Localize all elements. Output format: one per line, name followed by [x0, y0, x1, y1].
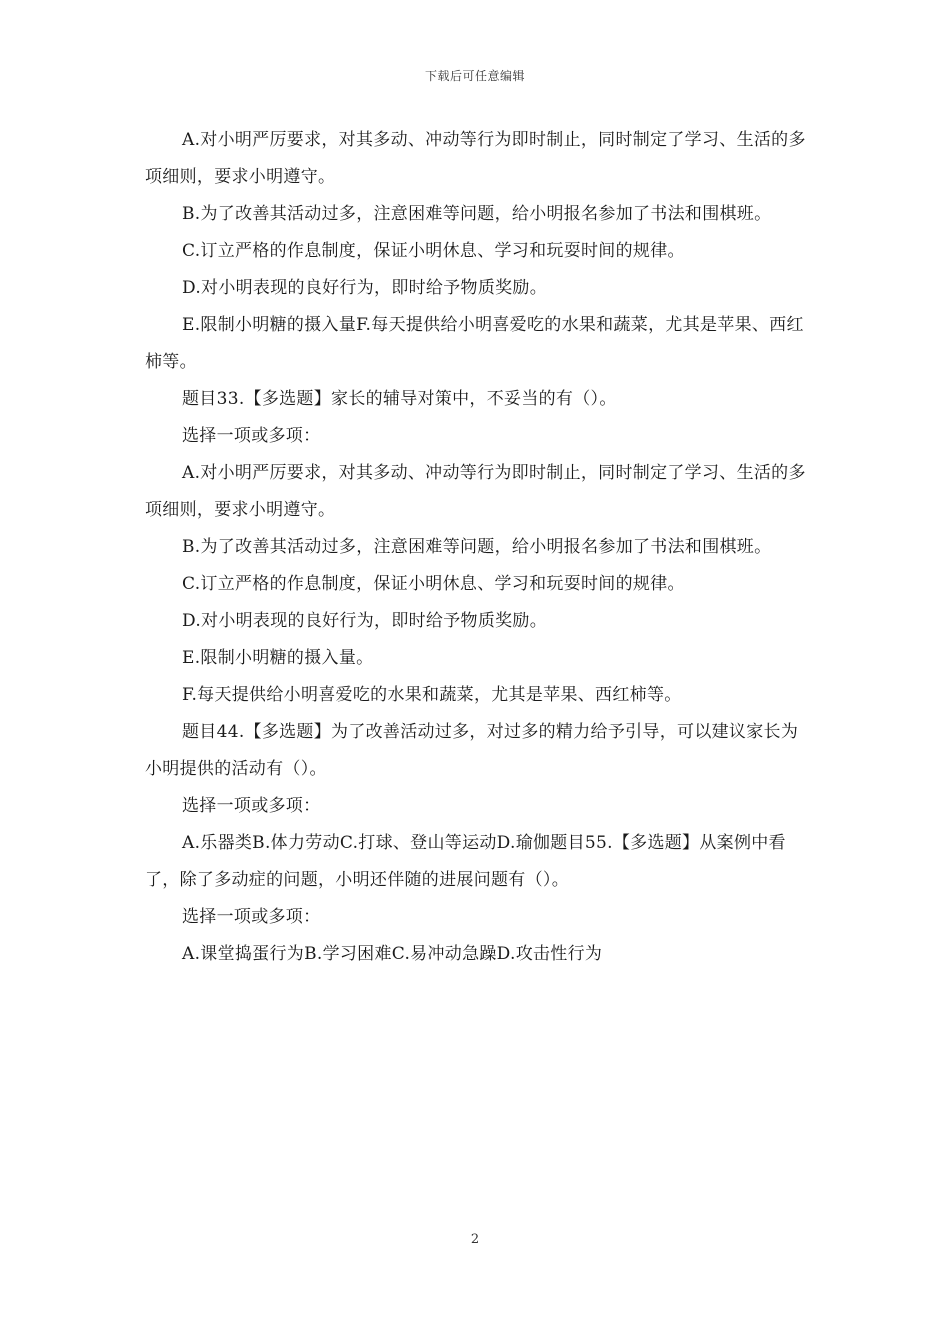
paragraph: F.每天提供给小明喜爱吃的水果和蔬菜，尤其是苹果、西红柿等。 — [182, 685, 682, 705]
document-body — [145, 122, 810, 973]
paragraph: B.为了改善其活动过多，注意困难等问题，给小明报名参加了书法和围棋班。 — [182, 537, 772, 557]
paragraph: A.对小明严厉要求，对其多动、冲动等行为即时制止，同时制定了学习、生活的多项细则，要求小明遵守。 — [145, 463, 806, 520]
instruction: 选择一项或多项： — [182, 907, 321, 927]
page-header: 下载后可任意编辑 — [424, 69, 525, 83]
question-title: 题目44.【多选题】为了改善活动过多，对过多的精力给予引导，可以建议家长为小明提供的活动有（）。 — [145, 722, 799, 779]
question-title: 题目33.【多选题】家长的辅导对策中，不妥当的有（）。 — [182, 389, 617, 409]
paragraph: D.对小明表现的良好行为，即时给予物质奖励。 — [182, 278, 548, 298]
paragraph: A.对小明严厉要求，对其多动、冲动等行为即时制止，同时制定了学习、生活的多项细则，要求小明遵守。 — [145, 130, 806, 187]
instruction: 选择一项或多项： — [182, 796, 321, 816]
paragraph: A.课堂捣蛋行为B.学习困难C.易冲动急躁D.攻击性行为 — [182, 944, 603, 964]
paragraph: A.乐器类B.体力劳动C.打球、登山等运动D.瑜伽题目55.【多选题】从案例中看了，除了多动症的问题，小明还伴随的进展问题有（）。 — [145, 833, 786, 890]
paragraph: E.限制小明糖的摄入量。 — [182, 648, 374, 668]
instruction: 选择一项或多项： — [182, 426, 321, 446]
paragraph: C.订立严格的作息制度，保证小明休息、学习和玩耍时间的规律。 — [182, 241, 685, 261]
paragraph: D.对小明表现的良好行为，即时给予物质奖励。 — [182, 611, 548, 631]
page-number: 2 — [470, 1232, 480, 1247]
paragraph: B.为了改善其活动过多，注意困难等问题，给小明报名参加了书法和围棋班。 — [182, 204, 772, 224]
paragraph: E.限制小明糖的摄入量F.每天提供给小明喜爱吃的水果和蔬菜，尤其是苹果、西红柿等。 — [145, 315, 804, 372]
paragraph: C.订立严格的作息制度，保证小明休息、学习和玩耍时间的规律。 — [182, 574, 685, 594]
